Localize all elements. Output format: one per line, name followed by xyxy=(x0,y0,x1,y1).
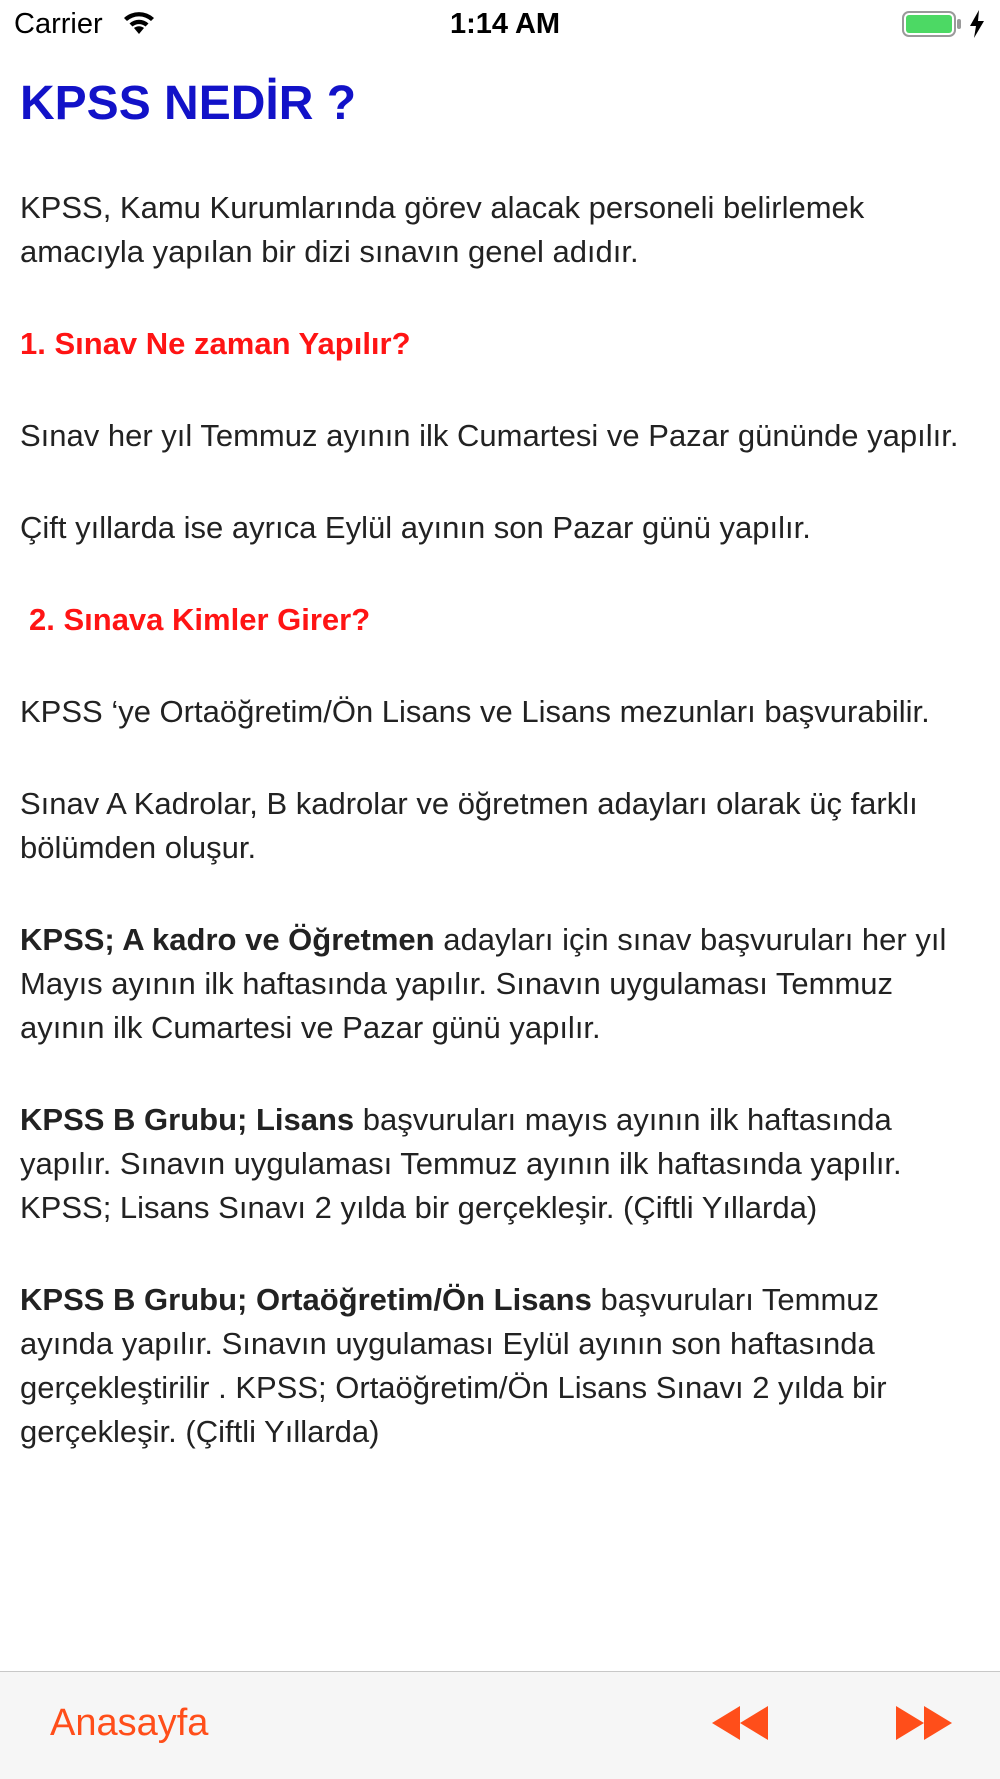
text-a-kadro: adayları için sınav başvuruları her yıl Mayıs ayının ilk haftasında yapılır. Sınavın uygulaması Temmuz ayının ilk Cumartesi ve Pazar günü yapılır. xyxy=(20,922,947,1045)
carrier-label: Carrier xyxy=(14,8,103,40)
battery-icon xyxy=(902,11,962,37)
text-b-lisans: başvuruları mayıs ayının ilk haftasında yapılır. Sınavın uygulaması Temmuz ayının ilk haftasında yapılır. KPSS; Lisans Sınavı 2 yılda bir gerçekleşir. (Çiftli Yıllarda) xyxy=(20,1102,902,1225)
bottom-toolbar xyxy=(0,1671,1000,1779)
paragraph-b-lisans xyxy=(20,1098,980,1230)
intro-paragraph: KPSS, Kamu Kurumlarında görev alacak personeli belirlemek amacıyla yapılan bir dizi sınavın genel adıdır. xyxy=(20,190,865,269)
bold-lead-a-kadro: KPSS; A kadro ve Öğretmen xyxy=(20,922,435,957)
status-bar xyxy=(0,0,1000,50)
question-heading-2: 2. Sınava Kimler Girer? xyxy=(29,602,371,637)
article-scroll-view[interactable] xyxy=(0,62,1000,1552)
status-time: 1:14 AM xyxy=(449,8,561,40)
paragraph-eligibility: KPSS ‘ye Ortaöğretim/Ön Lisans ve Lisans mezunları başvurabilir. xyxy=(20,694,930,729)
rewind-icon[interactable] xyxy=(708,1702,772,1744)
paragraph-a-kadro xyxy=(20,918,980,1050)
charging-bolt-icon xyxy=(968,10,986,38)
text-b-ortaogretim: başvuruları Temmuz ayında yapılır. Sınavın uygulaması Eylül ayının son haftasında gerçekleştirilir . KPSS; Ortaöğretim/Ön Lisans Sınavı 2 yılda bir gerçekleşir. (Çiftli Yıllarda) xyxy=(20,1282,887,1449)
bold-lead-b-ortaogretim: KPSS B Grubu; Ortaöğretim/Ön Lisans xyxy=(20,1282,592,1317)
fast-forward-icon[interactable] xyxy=(892,1702,956,1744)
paragraph-b-ortaogretim xyxy=(20,1278,980,1454)
paragraph-sections: Sınav A Kadrolar, B kadrolar ve öğretmen adayları olarak üç farklı bölümden oluşur. xyxy=(20,786,918,865)
paragraph-exam-time: Sınav her yıl Temmuz ayının ilk Cumartesi ve Pazar gününde yapılır. xyxy=(20,418,959,453)
bold-lead-b-lisans: KPSS B Grubu; Lisans xyxy=(20,1102,355,1137)
page-title: KPSS NEDİR ? xyxy=(20,77,357,130)
paragraph-even-years: Çift yıllarda ise ayrıca Eylül ayının son Pazar günü yapılır. xyxy=(20,510,811,545)
question-heading-1: 1. Sınav Ne zaman Yapılır? xyxy=(20,326,411,361)
home-button[interactable]: Anasayfa xyxy=(50,1702,209,1744)
